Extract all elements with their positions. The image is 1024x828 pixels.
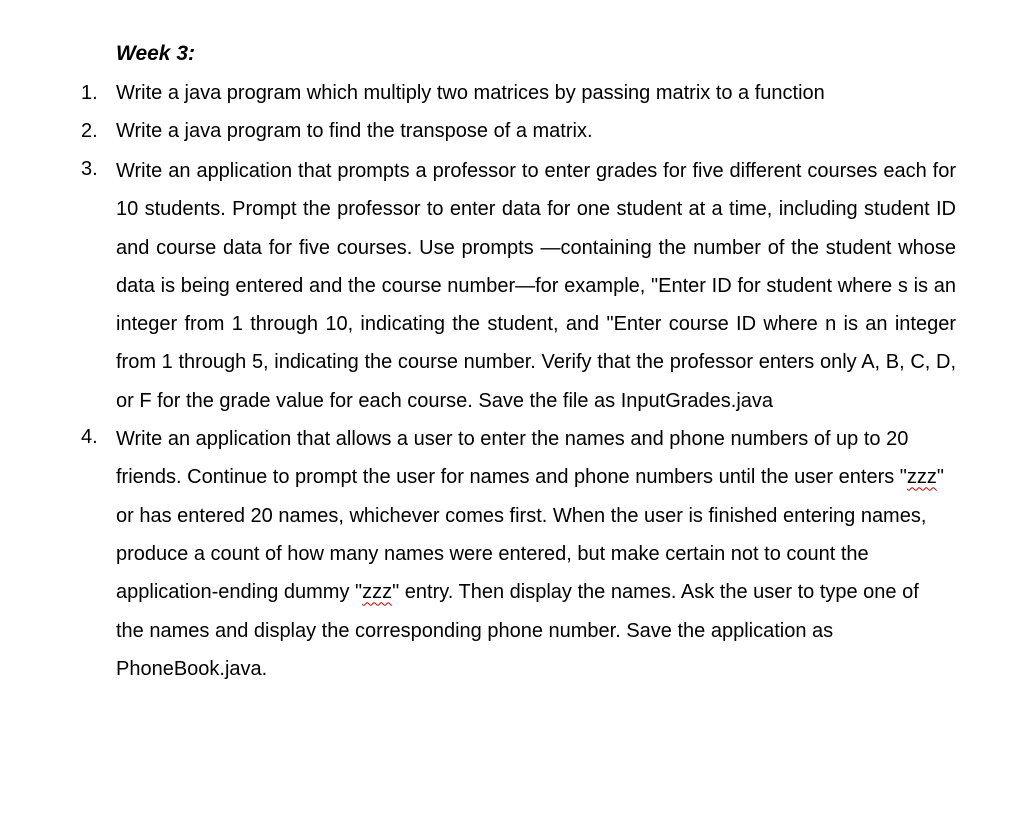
exercise-item-2 xyxy=(0,114,1024,152)
exercise-text-part: " or has entered 20 names, whichever comes first. When the user is finished entering names, produce a count of how many names were entered, but make certain not to count the application-ending dummy " xyxy=(116,466,944,604)
exercise-text: Write an application that prompts a professor to enter grades for five different courses each for 10 students. Prompt the professor to enter data for one student at a time, including student ID and course data for five courses. Use prompts —containing the number of the student whose data is being entered and the course number—for example, "Enter ID for student where s is an integer from 1 through 10, indicating the student, and "Enter course ID where n is an integer from 1 through 5, indicating the course number. Verify that the professor enters only A, B, C, D, or F for the grade value for each course. Save the file as InputGrades.java xyxy=(116,160,956,412)
exercise-item-3 xyxy=(0,152,1024,420)
list-number: 1. xyxy=(81,82,98,104)
week-heading: Week 3: xyxy=(116,42,195,65)
exercise-text xyxy=(116,420,946,688)
spellcheck-word: zzz xyxy=(362,581,393,604)
exercise-text-part: Write an application that allows a user to enter the names and phone numbers of up to 20 friends. Continue to prompt the user for names and phone numbers until the user enters " xyxy=(116,428,909,489)
list-number: 2. xyxy=(81,120,98,142)
exercise-text-part: " entry. Then display the names. Ask the user to type one of the names and display the corresponding phone number. Save the application as PhoneBook.java. xyxy=(116,581,919,680)
exercise-list xyxy=(0,76,1024,688)
spellcheck-word: zzz xyxy=(906,466,937,489)
exercise-text: Write a java program which multiply two matrices by passing matrix to a function xyxy=(116,82,825,104)
list-number: 4. xyxy=(81,426,98,449)
exercise-text: Write a java program to find the transpose of a matrix. xyxy=(116,120,593,142)
exercise-item-1 xyxy=(0,76,1024,114)
exercise-item-4 xyxy=(0,420,1024,688)
list-number: 3. xyxy=(81,158,98,180)
